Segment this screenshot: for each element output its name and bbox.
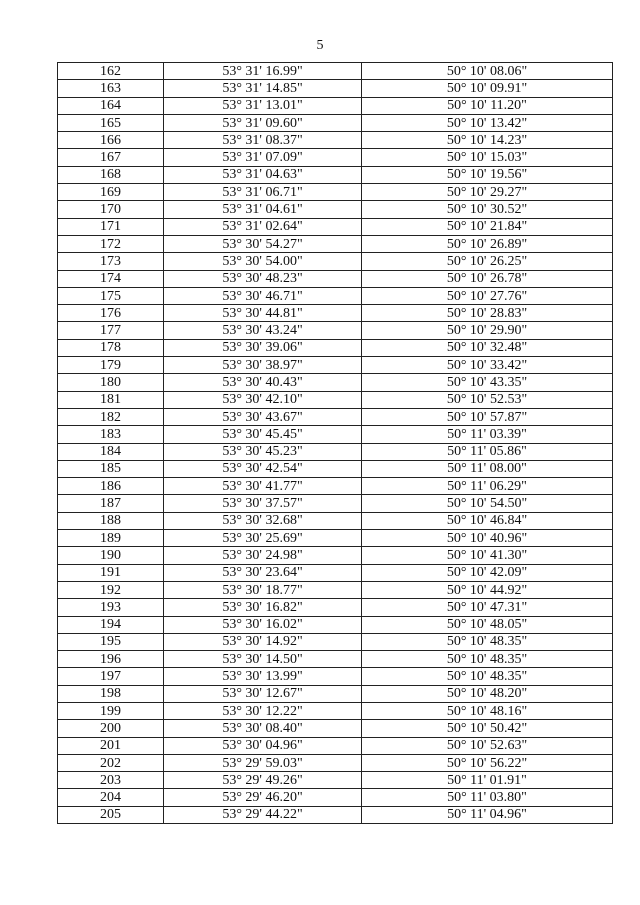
table-row xyxy=(58,374,613,391)
latitude-cell: 53° 30' 39.06" xyxy=(164,339,362,356)
table-row xyxy=(58,772,613,789)
longitude-cell: 50° 11' 06.29" xyxy=(362,478,613,495)
longitude-cell: 50° 10' 15.03" xyxy=(362,149,613,166)
point-number-cell: 190 xyxy=(58,547,164,564)
latitude-cell: 53° 30' 54.27" xyxy=(164,235,362,252)
table-row xyxy=(58,702,613,719)
longitude-cell: 50° 10' 57.87" xyxy=(362,408,613,425)
longitude-cell: 50° 10' 29.27" xyxy=(362,184,613,201)
longitude-cell: 50° 10' 48.20" xyxy=(362,685,613,702)
point-number-cell: 185 xyxy=(58,460,164,477)
point-number-cell: 179 xyxy=(58,357,164,374)
longitude-cell: 50° 11' 03.39" xyxy=(362,426,613,443)
latitude-cell: 53° 30' 41.77" xyxy=(164,478,362,495)
latitude-cell: 53° 30' 12.22" xyxy=(164,702,362,719)
point-number-cell: 199 xyxy=(58,702,164,719)
point-number-cell: 171 xyxy=(58,218,164,235)
table-row xyxy=(58,616,613,633)
table-row xyxy=(58,754,613,771)
point-number-cell: 202 xyxy=(58,754,164,771)
latitude-cell: 53° 30' 42.54" xyxy=(164,460,362,477)
table-row xyxy=(58,547,613,564)
point-number-cell: 184 xyxy=(58,443,164,460)
latitude-cell: 53° 31' 06.71" xyxy=(164,184,362,201)
table-row xyxy=(58,184,613,201)
point-number-cell: 186 xyxy=(58,478,164,495)
point-number-cell: 182 xyxy=(58,408,164,425)
point-number-cell: 191 xyxy=(58,564,164,581)
latitude-cell: 53° 30' 16.82" xyxy=(164,599,362,616)
longitude-cell: 50° 10' 56.22" xyxy=(362,754,613,771)
longitude-cell: 50° 10' 47.31" xyxy=(362,599,613,616)
latitude-cell: 53° 29' 49.26" xyxy=(164,772,362,789)
point-number-cell: 177 xyxy=(58,322,164,339)
latitude-cell: 53° 30' 23.64" xyxy=(164,564,362,581)
point-number-cell: 174 xyxy=(58,270,164,287)
latitude-cell: 53° 30' 45.45" xyxy=(164,426,362,443)
latitude-cell: 53° 31' 09.60" xyxy=(164,114,362,131)
table-row xyxy=(58,149,613,166)
longitude-cell: 50° 10' 48.05" xyxy=(362,616,613,633)
longitude-cell: 50° 10' 14.23" xyxy=(362,132,613,149)
table-row xyxy=(58,564,613,581)
point-number-cell: 195 xyxy=(58,633,164,650)
latitude-cell: 53° 31' 16.99" xyxy=(164,63,362,80)
longitude-cell: 50° 10' 32.48" xyxy=(362,339,613,356)
table-row xyxy=(58,408,613,425)
point-number-cell: 164 xyxy=(58,97,164,114)
latitude-cell: 53° 31' 08.37" xyxy=(164,132,362,149)
latitude-cell: 53° 30' 45.23" xyxy=(164,443,362,460)
longitude-cell: 50° 10' 46.84" xyxy=(362,512,613,529)
latitude-cell: 53° 30' 04.96" xyxy=(164,737,362,754)
table-row xyxy=(58,391,613,408)
latitude-cell: 53° 30' 18.77" xyxy=(164,581,362,598)
longitude-cell: 50° 11' 04.96" xyxy=(362,806,613,823)
latitude-cell: 53° 29' 44.22" xyxy=(164,806,362,823)
coordinates-table-body xyxy=(58,63,613,824)
table-row xyxy=(58,166,613,183)
latitude-cell: 53° 30' 24.98" xyxy=(164,547,362,564)
longitude-cell: 50° 10' 42.09" xyxy=(362,564,613,581)
longitude-cell: 50° 10' 26.78" xyxy=(362,270,613,287)
table-row xyxy=(58,114,613,131)
point-number-cell: 180 xyxy=(58,374,164,391)
table-row xyxy=(58,63,613,80)
point-number-cell: 188 xyxy=(58,512,164,529)
table-row xyxy=(58,789,613,806)
point-number-cell: 172 xyxy=(58,235,164,252)
table-row xyxy=(58,235,613,252)
point-number-cell: 163 xyxy=(58,80,164,97)
point-number-cell: 192 xyxy=(58,581,164,598)
longitude-cell: 50° 10' 52.63" xyxy=(362,737,613,754)
table-row xyxy=(58,495,613,512)
longitude-cell: 50° 10' 26.89" xyxy=(362,235,613,252)
table-row xyxy=(58,357,613,374)
page-number: 5 xyxy=(316,38,324,53)
table-row xyxy=(58,530,613,547)
longitude-cell: 50° 10' 09.91" xyxy=(362,80,613,97)
point-number-cell: 204 xyxy=(58,789,164,806)
latitude-cell: 53° 30' 16.02" xyxy=(164,616,362,633)
latitude-cell: 53° 30' 42.10" xyxy=(164,391,362,408)
table-row xyxy=(58,80,613,97)
longitude-cell: 50° 10' 13.42" xyxy=(362,114,613,131)
longitude-cell: 50° 11' 01.91" xyxy=(362,772,613,789)
longitude-cell: 50° 10' 48.16" xyxy=(362,702,613,719)
point-number-cell: 170 xyxy=(58,201,164,218)
latitude-cell: 53° 30' 40.43" xyxy=(164,374,362,391)
longitude-cell: 50° 10' 30.52" xyxy=(362,201,613,218)
table-row xyxy=(58,668,613,685)
point-number-cell: 168 xyxy=(58,166,164,183)
point-number-cell: 203 xyxy=(58,772,164,789)
latitude-cell: 53° 31' 04.61" xyxy=(164,201,362,218)
point-number-cell: 176 xyxy=(58,305,164,322)
latitude-cell: 53° 30' 44.81" xyxy=(164,305,362,322)
latitude-cell: 53° 30' 25.69" xyxy=(164,530,362,547)
point-number-cell: 173 xyxy=(58,253,164,270)
latitude-cell: 53° 30' 13.99" xyxy=(164,668,362,685)
longitude-cell: 50° 10' 41.30" xyxy=(362,547,613,564)
latitude-cell: 53° 30' 37.57" xyxy=(164,495,362,512)
latitude-cell: 53° 31' 14.85" xyxy=(164,80,362,97)
coordinates-table xyxy=(57,62,613,824)
table-row xyxy=(58,97,613,114)
longitude-cell: 50° 10' 26.25" xyxy=(362,253,613,270)
longitude-cell: 50° 10' 44.92" xyxy=(362,581,613,598)
latitude-cell: 53° 30' 32.68" xyxy=(164,512,362,529)
table-row xyxy=(58,806,613,823)
longitude-cell: 50° 11' 05.86" xyxy=(362,443,613,460)
longitude-cell: 50° 10' 48.35" xyxy=(362,651,613,668)
latitude-cell: 53° 30' 43.24" xyxy=(164,322,362,339)
point-number-cell: 165 xyxy=(58,114,164,131)
latitude-cell: 53° 30' 43.67" xyxy=(164,408,362,425)
point-number-cell: 183 xyxy=(58,426,164,443)
point-number-cell: 178 xyxy=(58,339,164,356)
point-number-cell: 181 xyxy=(58,391,164,408)
longitude-cell: 50° 10' 33.42" xyxy=(362,357,613,374)
longitude-cell: 50° 10' 52.53" xyxy=(362,391,613,408)
latitude-cell: 53° 31' 13.01" xyxy=(164,97,362,114)
point-number-cell: 187 xyxy=(58,495,164,512)
table-row xyxy=(58,737,613,754)
point-number-cell: 167 xyxy=(58,149,164,166)
latitude-cell: 53° 30' 38.97" xyxy=(164,357,362,374)
table-row xyxy=(58,201,613,218)
table-row xyxy=(58,720,613,737)
longitude-cell: 50° 10' 08.06" xyxy=(362,63,613,80)
table-row xyxy=(58,685,613,702)
table-row xyxy=(58,287,613,304)
longitude-cell: 50° 10' 48.35" xyxy=(362,668,613,685)
table-row xyxy=(58,253,613,270)
longitude-cell: 50° 11' 08.00" xyxy=(362,460,613,477)
point-number-cell: 201 xyxy=(58,737,164,754)
longitude-cell: 50° 10' 54.50" xyxy=(362,495,613,512)
longitude-cell: 50° 10' 19.56" xyxy=(362,166,613,183)
table-row xyxy=(58,460,613,477)
table-row xyxy=(58,339,613,356)
longitude-cell: 50° 10' 43.35" xyxy=(362,374,613,391)
longitude-cell: 50° 10' 48.35" xyxy=(362,633,613,650)
latitude-cell: 53° 29' 46.20" xyxy=(164,789,362,806)
point-number-cell: 196 xyxy=(58,651,164,668)
latitude-cell: 53° 31' 02.64" xyxy=(164,218,362,235)
longitude-cell: 50° 10' 29.90" xyxy=(362,322,613,339)
latitude-cell: 53° 30' 14.92" xyxy=(164,633,362,650)
latitude-cell: 53° 31' 04.63" xyxy=(164,166,362,183)
longitude-cell: 50° 10' 50.42" xyxy=(362,720,613,737)
longitude-cell: 50° 10' 11.20" xyxy=(362,97,613,114)
table-row xyxy=(58,599,613,616)
latitude-cell: 53° 30' 46.71" xyxy=(164,287,362,304)
point-number-cell: 169 xyxy=(58,184,164,201)
point-number-cell: 194 xyxy=(58,616,164,633)
latitude-cell: 53° 31' 07.09" xyxy=(164,149,362,166)
table-row xyxy=(58,512,613,529)
point-number-cell: 189 xyxy=(58,530,164,547)
latitude-cell: 53° 30' 14.50" xyxy=(164,651,362,668)
table-row xyxy=(58,581,613,598)
table-row xyxy=(58,322,613,339)
table-row xyxy=(58,305,613,322)
longitude-cell: 50° 10' 21.84" xyxy=(362,218,613,235)
latitude-cell: 53° 29' 59.03" xyxy=(164,754,362,771)
longitude-cell: 50° 10' 27.76" xyxy=(362,287,613,304)
point-number-cell: 166 xyxy=(58,132,164,149)
longitude-cell: 50° 10' 28.83" xyxy=(362,305,613,322)
table-row xyxy=(58,443,613,460)
point-number-cell: 198 xyxy=(58,685,164,702)
longitude-cell: 50° 11' 03.80" xyxy=(362,789,613,806)
point-number-cell: 197 xyxy=(58,668,164,685)
table-row xyxy=(58,426,613,443)
latitude-cell: 53° 30' 48.23" xyxy=(164,270,362,287)
table-row xyxy=(58,132,613,149)
point-number-cell: 193 xyxy=(58,599,164,616)
point-number-cell: 175 xyxy=(58,287,164,304)
latitude-cell: 53° 30' 12.67" xyxy=(164,685,362,702)
table-row xyxy=(58,633,613,650)
table-row xyxy=(58,478,613,495)
longitude-cell: 50° 10' 40.96" xyxy=(362,530,613,547)
table-row xyxy=(58,270,613,287)
point-number-cell: 200 xyxy=(58,720,164,737)
point-number-cell: 162 xyxy=(58,63,164,80)
table-row xyxy=(58,651,613,668)
latitude-cell: 53° 30' 54.00" xyxy=(164,253,362,270)
latitude-cell: 53° 30' 08.40" xyxy=(164,720,362,737)
table-row xyxy=(58,218,613,235)
point-number-cell: 205 xyxy=(58,806,164,823)
